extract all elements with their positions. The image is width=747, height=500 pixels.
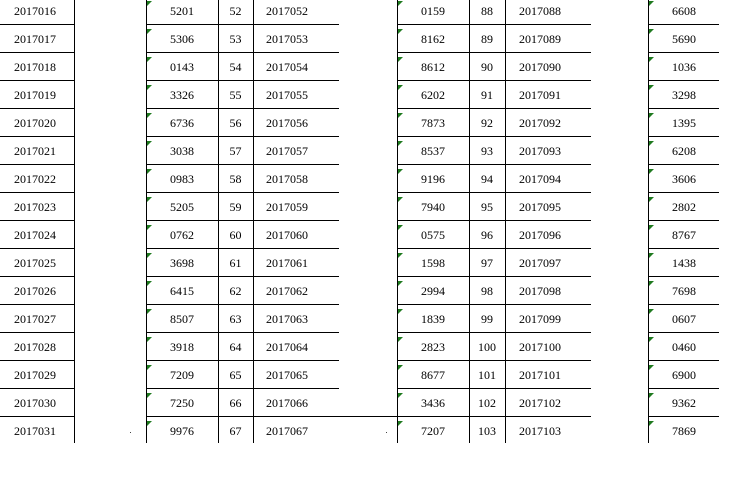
- period-cell[interactable]: 2017016: [14, 4, 56, 18]
- index-cell[interactable]: 89: [481, 32, 493, 46]
- number-cell[interactable]: 8507: [170, 312, 194, 326]
- number-cell[interactable]: 6208: [672, 144, 696, 158]
- error-indicator-icon: [147, 337, 152, 342]
- number-cell[interactable]: 8612: [421, 60, 445, 74]
- error-indicator-icon: [147, 1, 152, 6]
- number-cell[interactable]: 5690: [672, 32, 696, 46]
- error-indicator-icon: [398, 309, 403, 314]
- period-cell[interactable]: 2017093: [519, 144, 561, 158]
- number-cell[interactable]: 3436: [421, 396, 445, 410]
- error-indicator-icon: [147, 169, 152, 174]
- period-cell[interactable]: 2017021: [14, 144, 56, 158]
- error-indicator-icon: [398, 29, 403, 34]
- period-cell[interactable]: 2017067: [266, 424, 308, 438]
- error-indicator-icon: [147, 365, 152, 370]
- error-indicator-icon: [147, 29, 152, 34]
- period-cell[interactable]: 2017066: [266, 396, 308, 410]
- index-cell[interactable]: 99: [481, 312, 493, 326]
- index-cell[interactable]: 53: [229, 32, 242, 46]
- error-indicator-icon: [147, 393, 152, 398]
- number-cell[interactable]: 7250: [170, 396, 194, 410]
- error-indicator-icon: [649, 197, 654, 202]
- error-indicator-icon: [649, 225, 654, 230]
- number-cell[interactable]: 2823: [421, 340, 445, 354]
- error-indicator-icon: [147, 141, 152, 146]
- index-cell[interactable]: 52: [229, 4, 242, 18]
- number-cell[interactable]: 7698: [672, 284, 696, 298]
- error-indicator-icon: [147, 225, 152, 230]
- error-indicator-icon: [147, 421, 152, 426]
- index-cell[interactable]: 54: [229, 60, 242, 74]
- period-cell[interactable]: 2017017: [14, 32, 56, 46]
- number-cell[interactable]: 1839: [421, 312, 445, 326]
- number-cell[interactable]: 7207: [421, 424, 445, 438]
- period-cell[interactable]: 2017020: [14, 116, 56, 130]
- error-indicator-icon: [147, 253, 152, 258]
- index-cell[interactable]: 58: [229, 172, 242, 186]
- period-cell[interactable]: 2017058: [266, 172, 308, 186]
- period-cell[interactable]: 2017061: [266, 256, 308, 270]
- number-cell[interactable]: 3918: [170, 340, 194, 354]
- number-cell[interactable]: 5201: [170, 4, 194, 18]
- number-cell[interactable]: 3698: [170, 256, 194, 270]
- index-cell[interactable]: 98: [481, 284, 493, 298]
- period-cell[interactable]: 2017023: [14, 200, 56, 214]
- error-indicator-icon: [649, 169, 654, 174]
- period-cell[interactable]: 2017095: [519, 200, 561, 214]
- number-cell[interactable]: 9196: [421, 172, 445, 186]
- period-cell[interactable]: 2017056: [266, 116, 308, 130]
- number-cell[interactable]: 1438: [672, 256, 696, 270]
- period-cell[interactable]: 2017019: [14, 88, 56, 102]
- error-indicator-icon: [649, 253, 654, 258]
- index-cell[interactable]: 55: [229, 88, 242, 102]
- number-cell[interactable]: 6608: [672, 4, 696, 18]
- error-indicator-icon: [649, 393, 654, 398]
- number-cell[interactable]: 1598: [421, 256, 445, 270]
- error-indicator-icon: [649, 309, 654, 314]
- error-indicator-icon: [147, 85, 152, 90]
- index-cell[interactable]: 66: [229, 396, 242, 410]
- number-cell[interactable]: 2994: [421, 284, 445, 298]
- grid-vline: [74, 0, 75, 443]
- error-indicator-icon: [398, 421, 403, 426]
- number-cell[interactable]: 7869: [672, 424, 696, 438]
- error-indicator-icon: [398, 169, 403, 174]
- period-cell[interactable]: 2017060: [266, 228, 308, 242]
- period-cell[interactable]: 2017063: [266, 312, 308, 326]
- number-cell[interactable]: 0607: [672, 312, 696, 326]
- number-cell[interactable]: 8537: [421, 144, 445, 158]
- error-indicator-icon: [398, 337, 403, 342]
- number-cell[interactable]: 8677: [421, 368, 445, 382]
- number-cell[interactable]: 8162: [421, 32, 445, 46]
- grid-vline: [505, 0, 506, 443]
- error-indicator-icon: [398, 225, 403, 230]
- index-cell[interactable]: 95: [481, 200, 493, 214]
- index-cell[interactable]: 91: [481, 88, 493, 102]
- period-cell[interactable]: 2017028: [14, 340, 56, 354]
- index-cell[interactable]: 60: [229, 228, 242, 242]
- period-cell[interactable]: 2017054: [266, 60, 308, 74]
- index-cell[interactable]: 65: [229, 368, 242, 382]
- number-cell[interactable]: 0983: [170, 172, 194, 186]
- error-indicator-icon: [398, 281, 403, 286]
- period-cell[interactable]: 2017099: [519, 312, 561, 326]
- period-cell[interactable]: 2017100: [519, 340, 561, 354]
- number-cell[interactable]: 0159: [421, 4, 445, 18]
- number-cell[interactable]: 7209: [170, 368, 194, 382]
- error-indicator-icon: [147, 197, 152, 202]
- error-indicator-icon: [649, 365, 654, 370]
- period-cell[interactable]: 2017055: [266, 88, 308, 102]
- index-cell[interactable]: 59: [229, 200, 242, 214]
- index-cell[interactable]: 97: [481, 256, 493, 270]
- number-cell[interactable]: 3038: [170, 144, 194, 158]
- index-cell[interactable]: 93: [481, 144, 493, 158]
- period-cell[interactable]: 2017090: [519, 60, 561, 74]
- number-cell[interactable]: 3298: [672, 88, 696, 102]
- period-cell[interactable]: 2017052: [266, 4, 308, 18]
- period-cell[interactable]: 2017025: [14, 256, 56, 270]
- cell-dot: [386, 432, 387, 433]
- number-cell[interactable]: 6202: [421, 88, 445, 102]
- error-indicator-icon: [649, 337, 654, 342]
- error-indicator-icon: [649, 1, 654, 6]
- error-indicator-icon: [649, 57, 654, 62]
- number-cell[interactable]: 2802: [672, 200, 696, 214]
- period-cell[interactable]: 2017062: [266, 284, 308, 298]
- index-cell[interactable]: 62: [229, 284, 242, 298]
- period-cell[interactable]: 2017022: [14, 172, 56, 186]
- period-cell[interactable]: 2017057: [266, 144, 308, 158]
- index-cell[interactable]: 102: [478, 396, 496, 410]
- period-cell[interactable]: 2017024: [14, 228, 56, 242]
- error-indicator-icon: [649, 85, 654, 90]
- error-indicator-icon: [147, 113, 152, 118]
- number-cell[interactable]: 3606: [672, 172, 696, 186]
- number-cell[interactable]: 6900: [672, 368, 696, 382]
- period-cell[interactable]: 2017053: [266, 32, 308, 46]
- index-cell[interactable]: 61: [229, 256, 242, 270]
- index-cell[interactable]: 56: [229, 116, 242, 130]
- index-cell[interactable]: 64: [229, 340, 242, 354]
- period-cell[interactable]: 2017103: [519, 424, 561, 438]
- error-indicator-icon: [649, 141, 654, 146]
- index-cell[interactable]: 57: [229, 144, 242, 158]
- number-cell[interactable]: 9362: [672, 396, 696, 410]
- number-cell[interactable]: 0762: [170, 228, 194, 242]
- number-cell[interactable]: 5306: [170, 32, 194, 46]
- number-cell[interactable]: 1395: [672, 116, 696, 130]
- index-cell[interactable]: 100: [478, 340, 496, 354]
- index-cell[interactable]: 67: [229, 424, 242, 438]
- index-cell[interactable]: 103: [478, 424, 496, 438]
- error-indicator-icon: [147, 309, 152, 314]
- error-indicator-icon: [649, 113, 654, 118]
- period-cell[interactable]: 2017088: [519, 4, 561, 18]
- number-cell[interactable]: 0143: [170, 60, 194, 74]
- error-indicator-icon: [649, 29, 654, 34]
- index-cell[interactable]: 63: [229, 312, 242, 326]
- index-cell[interactable]: 90: [481, 60, 493, 74]
- period-cell[interactable]: 2017026: [14, 284, 56, 298]
- error-indicator-icon: [398, 141, 403, 146]
- grid-vline: [253, 0, 254, 443]
- period-cell[interactable]: 2017065: [266, 368, 308, 382]
- index-cell[interactable]: 101: [478, 368, 496, 382]
- error-indicator-icon: [398, 85, 403, 90]
- period-cell[interactable]: 2017064: [266, 340, 308, 354]
- number-cell[interactable]: 6415: [170, 284, 194, 298]
- period-cell[interactable]: 2017096: [519, 228, 561, 242]
- error-indicator-icon: [398, 197, 403, 202]
- period-cell[interactable]: 2017059: [266, 200, 308, 214]
- error-indicator-icon: [398, 57, 403, 62]
- error-indicator-icon: [398, 393, 403, 398]
- error-indicator-icon: [147, 57, 152, 62]
- index-cell[interactable]: 96: [481, 228, 493, 242]
- number-cell[interactable]: 3326: [170, 88, 194, 102]
- index-cell[interactable]: 92: [481, 116, 493, 130]
- index-cell[interactable]: 94: [481, 172, 493, 186]
- index-cell[interactable]: 88: [481, 4, 493, 18]
- cell-dot: [130, 432, 131, 433]
- error-indicator-icon: [649, 421, 654, 426]
- period-cell[interactable]: 2017098: [519, 284, 561, 298]
- error-indicator-icon: [398, 113, 403, 118]
- period-cell[interactable]: 2017092: [519, 116, 561, 130]
- error-indicator-icon: [398, 253, 403, 258]
- period-cell[interactable]: 2017091: [519, 88, 561, 102]
- period-cell[interactable]: 2017089: [519, 32, 561, 46]
- number-cell[interactable]: 8767: [672, 228, 696, 242]
- error-indicator-icon: [398, 1, 403, 6]
- number-cell[interactable]: 0460: [672, 340, 696, 354]
- period-cell[interactable]: 2017094: [519, 172, 561, 186]
- period-cell[interactable]: 2017031: [14, 424, 56, 438]
- period-cell[interactable]: 2017102: [519, 396, 561, 410]
- number-cell[interactable]: 7940: [421, 200, 445, 214]
- error-indicator-icon: [398, 365, 403, 370]
- period-cell[interactable]: 2017101: [519, 368, 561, 382]
- period-cell[interactable]: 2017027: [14, 312, 56, 326]
- period-cell[interactable]: 2017030: [14, 396, 56, 410]
- number-cell[interactable]: 1036: [672, 60, 696, 74]
- period-cell[interactable]: 2017018: [14, 60, 56, 74]
- number-cell[interactable]: 6736: [170, 116, 194, 130]
- number-cell[interactable]: 9976: [170, 424, 194, 438]
- period-cell[interactable]: 2017029: [14, 368, 56, 382]
- period-cell[interactable]: 2017097: [519, 256, 561, 270]
- number-cell[interactable]: 5205: [170, 200, 194, 214]
- number-cell[interactable]: 0575: [421, 228, 445, 242]
- error-indicator-icon: [649, 281, 654, 286]
- error-indicator-icon: [147, 281, 152, 286]
- number-cell[interactable]: 7873: [421, 116, 445, 130]
